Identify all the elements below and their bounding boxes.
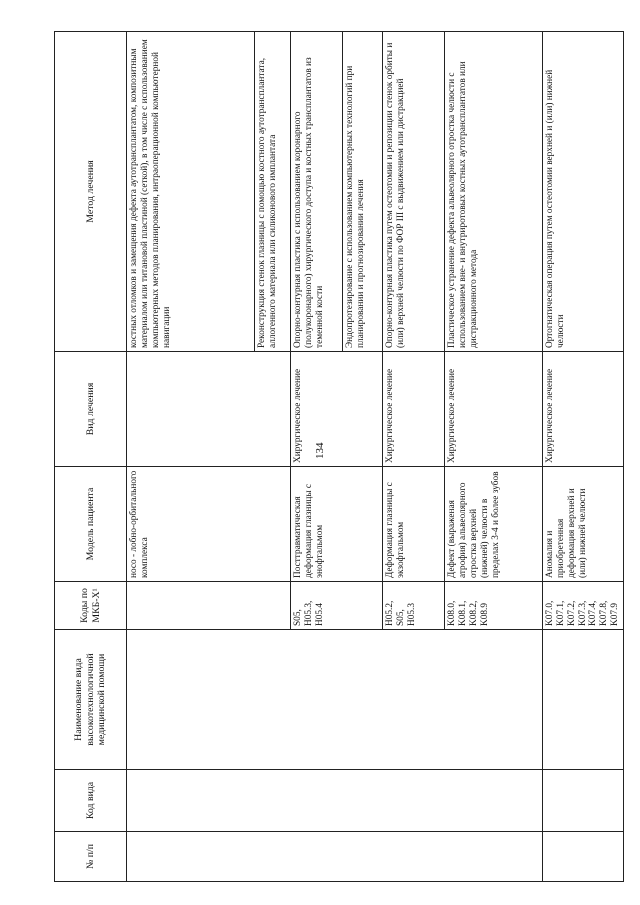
- icd-cell: K07.0, K07.1, K07.2, K07.3, K07.4, K07.8, K07.9: [542, 582, 623, 630]
- treatment-table: [54, 31, 624, 882]
- table-row: [542, 32, 623, 882]
- treatment-cell: Хирургическое лечение: [445, 352, 543, 467]
- page-number: 134: [314, 442, 326, 459]
- treatment-cell: Хирургическое лечение: [542, 352, 623, 467]
- treatment-cell: Хирургическое лечение: [383, 352, 445, 467]
- model-cell: Аномалия и приобретенная деформация верхней и (или) нижней челюсти: [542, 467, 623, 582]
- icd-cell: K08.0, K08.1, K08.2, K08.9: [445, 582, 543, 630]
- header-treatment: Вид лечения: [55, 352, 127, 467]
- method-cell: костных отломков и замещения дефекта аутотрансплантатом, композитным материалом или титановой пластиной (сеткой), в том числе с использованием компьютерных методов планирования, интраоперационной компьютерной навигации: [127, 32, 255, 352]
- header-name: Наименование вида высокотехнологичной медицинской помощи: [55, 630, 127, 770]
- method-cell: Пластическое устранение дефекта альвеолярного отростка челюсти с использованием вне- и внутриротовых костных аутотрансплантатов или дистракционного метода: [445, 32, 543, 352]
- method-cell: Ортогнатическая операция путем остеотомии верхней и (или) нижней челюсти: [542, 32, 623, 352]
- model-cell: Посттравматическая деформация глазницы с энофтальмом: [291, 467, 383, 582]
- header-icd: Коды по МКБ-Х¹: [55, 582, 127, 630]
- icd-cell: H05.2, S05, H05.3: [383, 582, 445, 630]
- code-cell: [127, 770, 543, 832]
- rotated-table-container: [54, 32, 624, 882]
- name-cell: [127, 630, 543, 770]
- model-cell: Дефект (выраженая атрофия) альвеолярного отростка верхней (нижней) челюсти в пределах 3-4 и более зубов: [445, 467, 543, 582]
- icd-cell: S05, H05.3, H05.4: [291, 582, 383, 630]
- treatment-cell: Хирургическое лечение: [291, 352, 383, 467]
- model-cell: носо - лобно-орбитального комплекса: [127, 467, 291, 582]
- treatment-cell: [127, 352, 291, 467]
- method-cell: Эндопротезирование с использованием компьютерных технологий при планировании и прогнозировании лечения: [343, 32, 383, 352]
- header-row: [55, 32, 127, 882]
- header-num: № п/п: [55, 832, 127, 882]
- num-cell: [542, 832, 623, 882]
- code-cell: [542, 770, 623, 832]
- method-cell: Реконструкция стенок глазницы с помощью костного аутотрансплантата, аллогенного материала или силиконового имплантата: [255, 32, 291, 352]
- num-cell: [127, 832, 543, 882]
- header-code: Код вида: [55, 770, 127, 832]
- method-cell: Опорно-контурная пластика с использованием коронарного (полукоронарного) хирургического доступа и костных трансплантатов из теменной кости: [291, 32, 343, 352]
- icd-cell: [127, 582, 291, 630]
- name-cell: [542, 630, 623, 770]
- model-cell: Деформация глазницы с экзофтальмом: [383, 467, 445, 582]
- table-row: [127, 32, 255, 882]
- header-method: Метод лечения: [55, 32, 127, 352]
- method-cell: Опорно-контурная пластика путем остеотомии и репозиции стенок орбиты и (или) верхней челюсти по ФОР III с выдвижением или дистракцией: [383, 32, 445, 352]
- header-model: Модель пациента: [55, 467, 127, 582]
